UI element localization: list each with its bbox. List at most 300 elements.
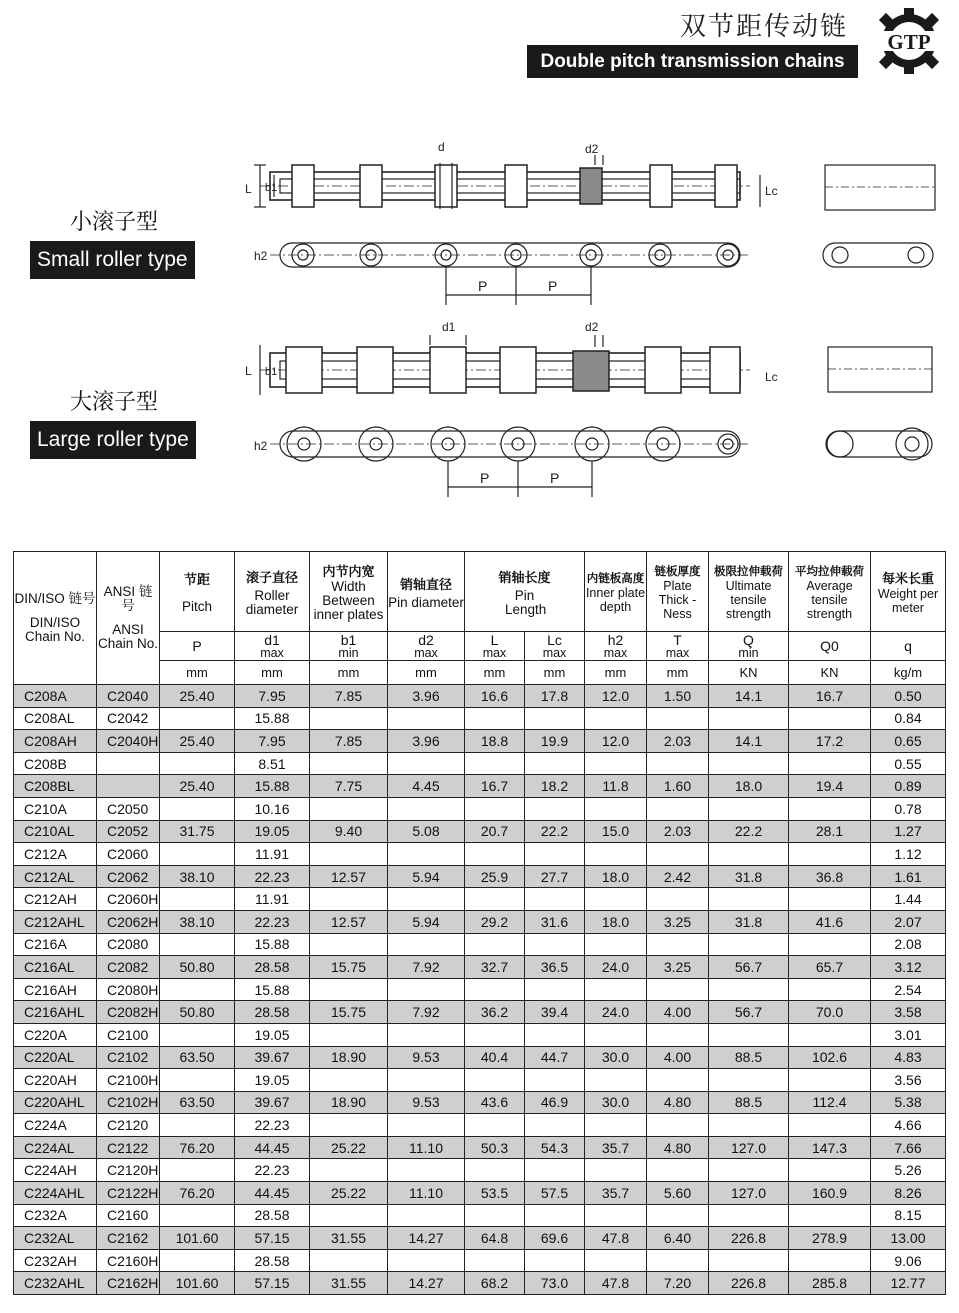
cell-din: C210AL — [14, 820, 97, 843]
cell-d2 — [388, 888, 465, 911]
pitch-unit: mm — [160, 661, 235, 685]
cell-Q0: 112.4 — [789, 1091, 871, 1114]
cell-q: 7.66 — [871, 1136, 946, 1159]
dim-d-label: d — [438, 140, 445, 154]
cell-d1: 15.88 — [235, 933, 310, 956]
cell-din: C220AHL — [14, 1091, 97, 1114]
cell-q: 8.15 — [871, 1204, 946, 1227]
cell-b1: 12.57 — [310, 865, 388, 888]
cell-T: 7.20 — [647, 1272, 709, 1295]
cell-d1: 39.67 — [235, 1091, 310, 1114]
cell-d1: 44.45 — [235, 1182, 310, 1205]
wt-unit: kg/m — [871, 661, 946, 685]
dim-h2-label-large: h2 — [254, 439, 268, 453]
cell-p: 50.80 — [160, 956, 235, 979]
cell-p: 38.10 — [160, 865, 235, 888]
cell-b1 — [310, 752, 388, 775]
cell-Q: 226.8 — [709, 1227, 789, 1250]
cell-Q: 14.1 — [709, 730, 789, 753]
cell-d1: 22.23 — [235, 910, 310, 933]
cell-p — [160, 1249, 235, 1272]
Lc-unit: mm — [525, 661, 585, 685]
cell-Q0 — [789, 1249, 871, 1272]
cell-b1: 15.75 — [310, 956, 388, 979]
wt-header-en: Weight per meter — [877, 587, 939, 615]
cell-Q: 31.8 — [709, 910, 789, 933]
ult-sym: Q — [743, 631, 754, 648]
cell-d1: 22.23 — [235, 1114, 310, 1137]
cell-Q — [709, 1159, 789, 1182]
cell-Lc: 18.2 — [525, 775, 585, 798]
cell-d2: 5.94 — [388, 910, 465, 933]
cell-Lc: 31.6 — [525, 910, 585, 933]
cell-Lc: 73.0 — [525, 1272, 585, 1295]
cell-d1: 19.05 — [235, 1023, 310, 1046]
thick-unit: mm — [647, 661, 709, 685]
chain-drawing — [240, 135, 959, 520]
cell-T — [647, 1023, 709, 1046]
cell-Lc: 44.7 — [525, 1046, 585, 1069]
cell-T — [647, 1069, 709, 1092]
pitch-label-2: P — [548, 278, 558, 294]
cell-ansi: C2160 — [97, 1204, 160, 1227]
table-row — [14, 1069, 946, 1092]
cell-ansi: C2120H — [97, 1159, 160, 1182]
cell-din: C212A — [14, 843, 97, 866]
cell-din: C232A — [14, 1204, 97, 1227]
cell-L: 32.7 — [465, 956, 525, 979]
cell-h2: 18.0 — [585, 865, 647, 888]
pin-sym: d2 — [418, 631, 434, 648]
table-row — [14, 865, 946, 888]
cell-Lc: 19.9 — [525, 730, 585, 753]
wt-sym: q — [904, 637, 912, 654]
cell-Q: 18.0 — [709, 775, 789, 798]
cell-d2: 4.45 — [388, 775, 465, 798]
table-row — [14, 1001, 946, 1024]
cell-p — [160, 1159, 235, 1182]
cell-ansi: C2052 — [97, 820, 160, 843]
dim-d2-label-large: d2 — [585, 320, 599, 334]
cell-Lc — [525, 1023, 585, 1046]
cell-Q0: 278.9 — [789, 1227, 871, 1250]
table-row — [14, 707, 946, 730]
cell-din: C216AHL — [14, 1001, 97, 1024]
cell-h2 — [585, 1249, 647, 1272]
cell-q: 0.84 — [871, 707, 946, 730]
cell-din: C232AL — [14, 1227, 97, 1250]
cell-h2: 15.0 — [585, 820, 647, 843]
col-roller-header — [235, 552, 310, 632]
cell-din: C216AH — [14, 978, 97, 1001]
col-depth-header — [585, 552, 647, 632]
L-unit: mm — [465, 661, 525, 685]
cell-Q0: 16.7 — [789, 685, 871, 708]
cell-din: C212AHL — [14, 910, 97, 933]
cell-Q0: 70.0 — [789, 1001, 871, 1024]
roller-header-en: Roller diameter — [245, 587, 299, 617]
table-row — [14, 1204, 946, 1227]
cell-ansi: C2060 — [97, 843, 160, 866]
din-header-cn: DIN/ISO 链号 — [14, 591, 96, 606]
roller-sym: d1 — [264, 631, 280, 648]
cell-Q: 22.2 — [709, 820, 789, 843]
width-q: min — [338, 645, 359, 660]
pitch-header-en: Pitch — [181, 599, 212, 614]
table-row — [14, 775, 946, 798]
cell-L: 43.6 — [465, 1091, 525, 1114]
cell-Q0 — [789, 797, 871, 820]
cell-p — [160, 707, 235, 730]
cell-p: 31.75 — [160, 820, 235, 843]
cell-p — [160, 752, 235, 775]
cell-Lc: 46.9 — [525, 1091, 585, 1114]
cell-q: 5.38 — [871, 1091, 946, 1114]
cell-d1: 7.95 — [235, 730, 310, 753]
cell-q: 0.65 — [871, 730, 946, 753]
cell-q: 3.58 — [871, 1001, 946, 1024]
cell-q: 8.26 — [871, 1182, 946, 1205]
table-row — [14, 1249, 946, 1272]
cell-din: C210A — [14, 797, 97, 820]
cell-Lc: 54.3 — [525, 1136, 585, 1159]
cell-d2 — [388, 978, 465, 1001]
cell-p: 76.20 — [160, 1182, 235, 1205]
cell-T: 5.60 — [647, 1182, 709, 1205]
cell-L: 18.8 — [465, 730, 525, 753]
cell-T: 2.03 — [647, 730, 709, 753]
cell-h2 — [585, 978, 647, 1001]
cell-ansi: C2122 — [97, 1136, 160, 1159]
cell-din: C224AH — [14, 1159, 97, 1182]
cell-Q0 — [789, 752, 871, 775]
cell-T: 4.00 — [647, 1001, 709, 1024]
cell-L: 64.8 — [465, 1227, 525, 1250]
cell-T — [647, 888, 709, 911]
cell-p — [160, 797, 235, 820]
cell-Q: 226.8 — [709, 1272, 789, 1295]
col-wt-header — [871, 552, 946, 632]
cell-d2: 3.96 — [388, 685, 465, 708]
cell-b1: 7.85 — [310, 685, 388, 708]
cell-Q0 — [789, 888, 871, 911]
cell-T — [647, 978, 709, 1001]
pitch-label-1: P — [478, 278, 488, 294]
depth-q: max — [603, 645, 628, 660]
cell-p: 25.40 — [160, 685, 235, 708]
col-pinlen-header — [465, 552, 585, 632]
cell-d2 — [388, 707, 465, 730]
cell-h2: 11.8 — [585, 775, 647, 798]
cell-L: 16.7 — [465, 775, 525, 798]
cell-q: 5.26 — [871, 1159, 946, 1182]
cell-h2 — [585, 888, 647, 911]
logo-text: GTP — [887, 30, 931, 54]
cell-q: 0.78 — [871, 797, 946, 820]
cell-p — [160, 1069, 235, 1092]
cell-Q0 — [789, 1204, 871, 1227]
cell-p — [160, 843, 235, 866]
ult-header-en: Ultimate tensile strength — [725, 578, 772, 621]
cell-L — [465, 707, 525, 730]
cell-h2: 35.7 — [585, 1136, 647, 1159]
cell-d2 — [388, 1023, 465, 1046]
cell-d2 — [388, 1204, 465, 1227]
cell-q: 0.89 — [871, 775, 946, 798]
cell-Q — [709, 1069, 789, 1092]
table-row — [14, 752, 946, 775]
cell-h2 — [585, 752, 647, 775]
cell-ansi: C2100H — [97, 1069, 160, 1092]
cell-d2: 11.10 — [388, 1182, 465, 1205]
cell-d2 — [388, 797, 465, 820]
cell-d1: 28.58 — [235, 1001, 310, 1024]
cell-ansi: C2162 — [97, 1227, 160, 1250]
cell-L — [465, 1069, 525, 1092]
cell-d1: 19.05 — [235, 820, 310, 843]
cell-h2 — [585, 797, 647, 820]
cell-Q: 127.0 — [709, 1136, 789, 1159]
cell-b1 — [310, 888, 388, 911]
cell-L: 16.6 — [465, 685, 525, 708]
cell-din: C224AHL — [14, 1182, 97, 1205]
cell-Q0: 19.4 — [789, 775, 871, 798]
cell-d1: 7.95 — [235, 685, 310, 708]
cell-din: C208AH — [14, 730, 97, 753]
cell-h2: 47.8 — [585, 1227, 647, 1250]
cell-ansi: C2102 — [97, 1046, 160, 1069]
cell-Lc — [525, 933, 585, 956]
cell-b1: 7.75 — [310, 775, 388, 798]
cell-T — [647, 1159, 709, 1182]
large-roller-side-view — [254, 427, 750, 497]
cell-d1: 22.23 — [235, 865, 310, 888]
cell-d1: 28.58 — [235, 956, 310, 979]
table-row — [14, 730, 946, 753]
col-avg-header — [789, 552, 871, 632]
cell-b1 — [310, 1249, 388, 1272]
cell-Q: 14.1 — [709, 685, 789, 708]
cell-d1: 10.16 — [235, 797, 310, 820]
table-row — [14, 1114, 946, 1137]
ult-header-cn: 极限拉伸载荷 — [714, 563, 783, 578]
gtp-logo-icon — [871, 6, 947, 76]
cell-Q — [709, 978, 789, 1001]
cell-din: C220AH — [14, 1069, 97, 1092]
cell-Q — [709, 1249, 789, 1272]
depth-header-cn: 内链板高度 — [586, 570, 645, 585]
wt-header-cn: 每米长重 — [881, 572, 934, 587]
cell-T: 2.03 — [647, 820, 709, 843]
cell-q: 9.06 — [871, 1249, 946, 1272]
cell-q: 0.50 — [871, 685, 946, 708]
cell-Q — [709, 1023, 789, 1046]
cell-din: C216A — [14, 933, 97, 956]
cell-b1: 7.85 — [310, 730, 388, 753]
cell-Lc: 17.8 — [525, 685, 585, 708]
cell-b1: 12.57 — [310, 910, 388, 933]
pin-q: max — [414, 645, 438, 660]
cell-d2: 14.27 — [388, 1272, 465, 1295]
cell-d1: 57.15 — [235, 1227, 310, 1250]
cell-d2 — [388, 1114, 465, 1137]
cell-L — [465, 1204, 525, 1227]
small-roller-label-en: Small roller type — [30, 241, 195, 279]
cell-b1 — [310, 1069, 388, 1092]
cell-q: 3.56 — [871, 1069, 946, 1092]
cell-h2 — [585, 1069, 647, 1092]
pin-header-cn: 销轴直径 — [399, 577, 452, 593]
cell-b1 — [310, 1114, 388, 1137]
table-row — [14, 1023, 946, 1046]
cell-L — [465, 978, 525, 1001]
cell-b1: 31.55 — [310, 1227, 388, 1250]
cell-q: 4.66 — [871, 1114, 946, 1137]
cell-p: 25.40 — [160, 730, 235, 753]
ult-q: min — [738, 645, 759, 660]
pitch-header-cn: 节距 — [183, 573, 210, 588]
cell-h2 — [585, 1204, 647, 1227]
cell-Lc — [525, 843, 585, 866]
cell-ansi: C2160H — [97, 1249, 160, 1272]
cell-p — [160, 978, 235, 1001]
cell-q: 13.00 — [871, 1227, 946, 1250]
dim-d2-label: d2 — [585, 142, 599, 156]
table-row — [14, 1091, 946, 1114]
cell-Q0: 65.7 — [789, 956, 871, 979]
cell-d2 — [388, 843, 465, 866]
cell-p: 101.60 — [160, 1272, 235, 1295]
cell-T: 1.60 — [647, 775, 709, 798]
cell-d1: 39.67 — [235, 1046, 310, 1069]
cell-Q: 127.0 — [709, 1182, 789, 1205]
cell-b1 — [310, 978, 388, 1001]
cell-d1: 57.15 — [235, 1272, 310, 1295]
pin-unit: mm — [388, 661, 465, 685]
page-title-en: Double pitch transmission chains — [527, 45, 858, 78]
dim-b1-label: b1 — [265, 182, 278, 194]
cell-Q — [709, 888, 789, 911]
cell-ansi: C2102H — [97, 1091, 160, 1114]
col-pitch-header — [160, 552, 235, 632]
din-header-en: DIN/ISO Chain No. — [24, 615, 86, 644]
cell-din: C208AL — [14, 707, 97, 730]
cell-T: 4.80 — [647, 1136, 709, 1159]
cell-ansi: C2050 — [97, 797, 160, 820]
cell-Q0 — [789, 707, 871, 730]
cell-L — [465, 1114, 525, 1137]
cell-d2 — [388, 933, 465, 956]
thick-q: max — [665, 645, 690, 660]
ult-unit: KN — [709, 661, 789, 685]
col-thick-header — [647, 552, 709, 632]
cell-q: 3.01 — [871, 1023, 946, 1046]
cell-Q0 — [789, 1114, 871, 1137]
cell-din: C208B — [14, 752, 97, 775]
dim-h2-label: h2 — [254, 249, 268, 263]
cell-din: C232AHL — [14, 1272, 97, 1295]
table-row — [14, 685, 946, 708]
cell-d2 — [388, 752, 465, 775]
cell-ansi: C2100 — [97, 1023, 160, 1046]
cell-p: 50.80 — [160, 1001, 235, 1024]
cell-T — [647, 707, 709, 730]
avg-sym: Q0 — [820, 637, 839, 654]
cell-T — [647, 933, 709, 956]
cell-p — [160, 1114, 235, 1137]
cell-L: 36.2 — [465, 1001, 525, 1024]
cell-Q — [709, 1114, 789, 1137]
cell-b1: 15.75 — [310, 1001, 388, 1024]
cell-d1: 15.88 — [235, 707, 310, 730]
cell-b1 — [310, 1159, 388, 1182]
cell-b1 — [310, 843, 388, 866]
cell-Lc: 27.7 — [525, 865, 585, 888]
cell-q: 0.55 — [871, 752, 946, 775]
cell-Q0: 17.2 — [789, 730, 871, 753]
pin-header-en: Pin diameter — [388, 594, 464, 610]
cell-b1 — [310, 1023, 388, 1046]
small-roller-side-view — [254, 243, 750, 305]
cell-ansi: C2082H — [97, 1001, 160, 1024]
cell-ansi: C2082 — [97, 956, 160, 979]
col-width-header — [310, 552, 388, 632]
cell-Lc — [525, 1249, 585, 1272]
cell-T — [647, 843, 709, 866]
cell-q: 2.07 — [871, 910, 946, 933]
pinlen-header-cn: 销轴长度 — [498, 570, 551, 586]
cell-Lc: 57.5 — [525, 1182, 585, 1205]
pitch-label-large-2: P — [550, 470, 560, 486]
width-unit: mm — [310, 661, 388, 685]
cell-q: 2.08 — [871, 933, 946, 956]
dim-Lc-label-large: Lc — [765, 370, 778, 384]
cell-Lc — [525, 978, 585, 1001]
cell-d1: 11.91 — [235, 843, 310, 866]
spec-table — [13, 551, 946, 1295]
cell-b1: 9.40 — [310, 820, 388, 843]
cell-d2: 9.53 — [388, 1046, 465, 1069]
cell-ansi: C2080H — [97, 978, 160, 1001]
cell-d1: 19.05 — [235, 1069, 310, 1092]
cell-d2 — [388, 1069, 465, 1092]
cell-Lc — [525, 1114, 585, 1137]
spec-table-body — [14, 685, 946, 1295]
cell-Lc: 22.2 — [525, 820, 585, 843]
pitch-sym: P — [192, 637, 202, 654]
cell-d1: 28.58 — [235, 1249, 310, 1272]
cell-Lc — [525, 707, 585, 730]
cell-ansi: C2040 — [97, 685, 160, 708]
cell-L — [465, 933, 525, 956]
cell-q: 4.83 — [871, 1046, 946, 1069]
cell-din: C220A — [14, 1023, 97, 1046]
cell-Lc: 39.4 — [525, 1001, 585, 1024]
cell-T — [647, 752, 709, 775]
cell-L: 53.5 — [465, 1182, 525, 1205]
cell-Q0 — [789, 1069, 871, 1092]
cell-L — [465, 888, 525, 911]
cell-Q: 88.5 — [709, 1046, 789, 1069]
cell-Lc — [525, 1069, 585, 1092]
cell-p: 38.10 — [160, 910, 235, 933]
cell-ansi: C2080 — [97, 933, 160, 956]
pitch-label-large-1: P — [480, 470, 490, 486]
cell-din: C224AL — [14, 1136, 97, 1159]
cell-L: 29.2 — [465, 910, 525, 933]
cell-T: 1.50 — [647, 685, 709, 708]
cell-ansi — [97, 775, 160, 798]
